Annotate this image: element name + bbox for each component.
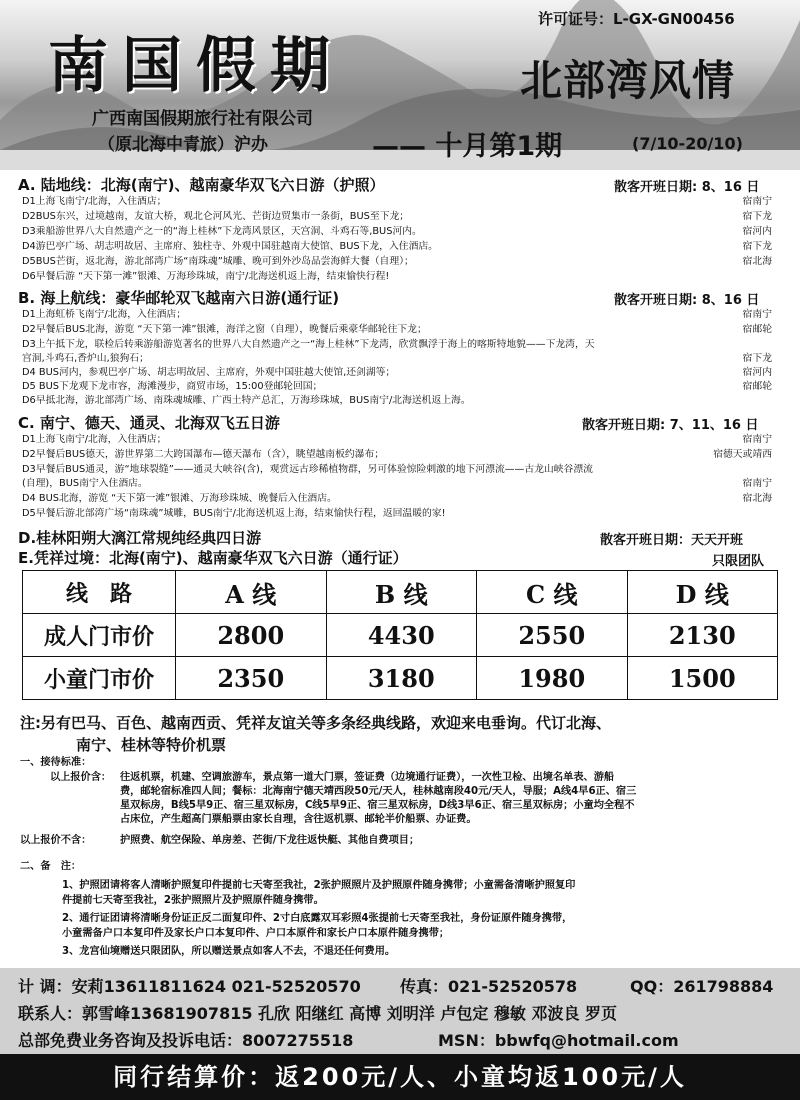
table-row — [23, 657, 778, 700]
route-a-departure: 散客开班日期: 8、16 日 — [614, 180, 760, 195]
table-cell: 2350 — [176, 657, 327, 700]
route-b-day: 宫洞,斗鸡石,香炉山,狼狗石； — [22, 353, 149, 364]
company-subtitle: （原北海中青旅）沪办 — [98, 135, 268, 155]
table-cell: 3180 — [326, 657, 477, 700]
route-c-stay: 宿南宁 — [742, 478, 772, 489]
table-cell: 1500 — [627, 657, 778, 700]
route-b-day: D1上海虹桥飞南宁/北海，入住酒店； — [22, 309, 187, 320]
route-c-stay: 宿德天或靖西 — [713, 449, 772, 460]
contact-panel — [0, 968, 800, 1054]
note-main-line2: 南宁、桂林等特价机票 — [76, 736, 227, 754]
route-c-title: C. 南宁、德天、通灵、北海双飞五日游 — [18, 414, 280, 432]
table-header-cell: D 线 — [627, 571, 778, 614]
route-d-title: D.桂林阳朔大漓江常规纯经典四日游 — [18, 529, 262, 547]
route-b-departure: 散客开班日期: 8、16 日 — [614, 293, 760, 308]
table-header-cell: C 线 — [477, 571, 628, 614]
included-text: 往返机票，机建、空调旅游车，景点第一道大门票，签证费（边境通行证费），一次性卫检、出境名单表、游船 — [120, 772, 615, 783]
route-a-stay: 宿河内 — [742, 226, 772, 237]
included-text: 星双标房，B线5早9正、宿三星双标房，C线5早9正、宿三星双标房，D线3早6正、宿三星双标房；小童均全程不 — [120, 800, 635, 811]
route-c-day: D1上海飞南宁/北海，入住酒店； — [22, 434, 167, 445]
route-b-day: D5 BUS下龙观下龙市容，海滩漫步，商贸市场，15:00登邮轮回国； — [22, 381, 323, 392]
header-banner — [0, 0, 800, 170]
included-text: 占床位，产生超高门票船票由家长自理，含往返机票、邮轮半价船票、办证费。 — [120, 814, 477, 825]
remark-line: 2、通行证团请将清晰身份证正反二面复印件、2寸白底露双耳彩照4张提前七天寄至我社，身份证原件随身携带， — [62, 913, 573, 924]
route-a-day: D4游巴亭广场、胡志明故居、主席府、独柱寺、外观中国驻越南大使馆、BUS下龙，入住酒店。 — [22, 241, 438, 252]
route-b-day: D3上午抵下龙，联检后转乘游船游览著名的世界八大自然遗产之一“海上桂林”下龙湾，欣赏飘浮于海上的喀斯特地貌——下龙湾，天 — [22, 339, 595, 350]
table-header-cell: A 线 — [176, 571, 327, 614]
remark-line: 1、护照团请将客人清晰护照复印件提前七天寄至我社，2张护照照片及护照原件随身携带；小童需备清晰护照复印 — [62, 880, 576, 891]
route-c-day: D4 BUS北海，游览 “天下第一滩”银滩、万海珍珠城、晚餐后入住酒店。 — [22, 493, 337, 504]
route-b-stay: 宿河内 — [742, 367, 772, 378]
price-table — [22, 570, 778, 700]
route-b-title: B. 海上航线：豪华邮轮双飞越南六日游(通行证) — [18, 289, 340, 307]
table-cell: 2130 — [627, 614, 778, 657]
contact-fax: 传真：021-52520578 — [400, 977, 578, 996]
excluded-text: 护照费、航空保险、单房差、芒街/下龙往返快艇、其他自费项目； — [120, 835, 420, 846]
route-a-stay: 宿北海 — [742, 256, 772, 267]
route-c-stay: 宿北海 — [742, 493, 772, 504]
settlement-banner: 同行结算价：返200元/人、小童均返100元/人 — [0, 1054, 800, 1100]
route-b-stay: 宿南宁 — [742, 309, 772, 320]
price-table-header-row — [23, 571, 778, 614]
contact-people: 联系人：郭雪峰13681907815 孔欣 阳继红 高博 刘明洋 卢包定 穆敏 邓波良 罗页 — [18, 1004, 618, 1023]
license-number: 许可证号：L-GX-GN00456 — [538, 10, 735, 28]
route-b-stay: 宿邮轮 — [742, 381, 772, 392]
route-b-day: D6早抵北海，游北部湾广场、南珠魂城雕、广西土特产总汇，万海珍珠城，BUS南宁/北海送机返上海。 — [22, 395, 471, 406]
included-text: 费，邮轮宿标准四人间；餐标：北海南宁德天靖西段50元/天人，桂林越南段40元/天人，导服；A线4早6正、宿三 — [120, 786, 637, 797]
section-reception-title: 一、接待标准： — [20, 757, 92, 768]
table-cell: 4430 — [326, 614, 477, 657]
route-b-day: D4 BUS河内，参观巴亭广场、胡志明故居、主席府，外观中国驻越大使馆,还剑湖等； — [22, 367, 396, 378]
route-a-day: D6早餐后游 “天下第一滩”银滩、万海珍珠城，南宁/北海送机返上海，结束愉快行程! — [22, 271, 390, 282]
route-c-day: D5早餐后游北部湾广场“南珠魂”城雕，BUS南宁/北海送机返上海，结束愉快行程，返回温暖的家! — [22, 508, 446, 519]
brand-logo-text: 南国假期 — [48, 31, 344, 101]
route-a-day: D2BUS东兴，过境越南，友谊大桥，观北仑河风光、芒街边贸集市一条街，BUS至下龙； — [22, 211, 410, 222]
route-d-departure: 散客开班日期：天天开班 — [600, 533, 744, 548]
table-row-label: 小童门市价 — [23, 657, 176, 700]
issue-title: —— 十月第1期 — [372, 131, 563, 162]
route-e-title: E.凭祥过境：北海(南宁)、越南豪华双飞六日游（通行证） — [18, 549, 408, 567]
table-row — [23, 614, 778, 657]
table-header-cell: 线 路 — [23, 571, 176, 614]
route-c-day: (自理)，BUS南宁入住酒店。 — [22, 478, 148, 489]
table-cell: 1980 — [477, 657, 628, 700]
table-cell: 2800 — [176, 614, 327, 657]
issue-date: (7/10-20/10) — [632, 134, 743, 153]
table-row-label: 成人门市价 — [23, 614, 176, 657]
contact-msn: MSN：bbwfq@hotmail.com — [438, 1031, 679, 1050]
contact-hotline: 总部免费业务咨询及投诉电话：8007275518 — [18, 1031, 354, 1050]
section-remarks-title: 二、备 注： — [20, 861, 82, 872]
note-main-line1: 注:另有巴马、百色、越南西贡、凭祥友谊关等多条经典线路，欢迎来电垂询。代订北海、 — [20, 714, 612, 732]
company-name: 广西南国假期旅行社有限公司 — [92, 109, 313, 129]
contact-plan: 计 调：安莉13611811624 021-52520570 — [18, 977, 361, 996]
destination-title: 北部湾风情 — [520, 56, 736, 105]
included-label: 以上报价含： — [50, 772, 112, 783]
remark-line: 3、龙宫仙境赠送只限团队，所以赠送景点如客人不去，不退还任何费用。 — [62, 946, 396, 957]
route-c-departure: 散客开班日期: 7、11、16 日 — [582, 418, 759, 433]
route-a-stay: 宿下龙 — [742, 241, 772, 252]
table-cell: 2550 — [477, 614, 628, 657]
route-e-departure: 只限团队 — [712, 554, 765, 569]
route-b-stay: 宿邮轮 — [742, 324, 772, 335]
route-b-stay: 宿下龙 — [742, 353, 772, 364]
route-a-title: A. 陆地线：北海(南宁)、越南豪华双飞六日游（护照） — [18, 176, 385, 194]
remark-line: 小童需备户口本复印件及家长户口本复印件、户口本原件和家长户口本原件随身携带； — [62, 928, 450, 939]
route-c-day: D3早餐后BUS通灵，游“地球裂缝”——通灵大峡谷(含)，观赏远古珍稀植物群，另可体验惊险刺激的地下河漂流——古龙山峡谷漂流 — [22, 464, 593, 475]
route-a-day: D1上海飞南宁/北海，入住酒店； — [22, 196, 167, 207]
table-header-cell: B 线 — [326, 571, 477, 614]
route-b-day: D2早餐后BUS北海，游览 “天下第一滩”银滩，海洋之窗（自理），晚餐后乘豪华邮轮往下龙； — [22, 324, 427, 335]
contact-qq: QQ：261798884 — [630, 977, 774, 996]
route-a-day: D3乘船游世界八大自然遗产之一的“海上桂林”下龙湾风景区，天宫洞、斗鸡石等,BUS河内。 — [22, 226, 422, 237]
route-a-day: D5BUS芒街，返北海，游北部湾广场“南珠魂”城雕、晚可到外沙岛品尝海鲜大餐（自理）； — [22, 256, 414, 267]
route-c-stay: 宿南宁 — [742, 434, 772, 445]
route-a-stay: 宿下龙 — [742, 211, 772, 222]
remark-line: 件提前七天寄至我社，2张护照照片及护照原件随身携带。 — [62, 895, 324, 906]
excluded-label: 以上报价不含： — [20, 835, 92, 846]
route-c-day: D2早餐后BUS德天，游世界第二大跨国瀑布—德天瀑布（含），眺望越南板约瀑布； — [22, 449, 385, 460]
route-a-stay: 宿南宁 — [742, 196, 772, 207]
